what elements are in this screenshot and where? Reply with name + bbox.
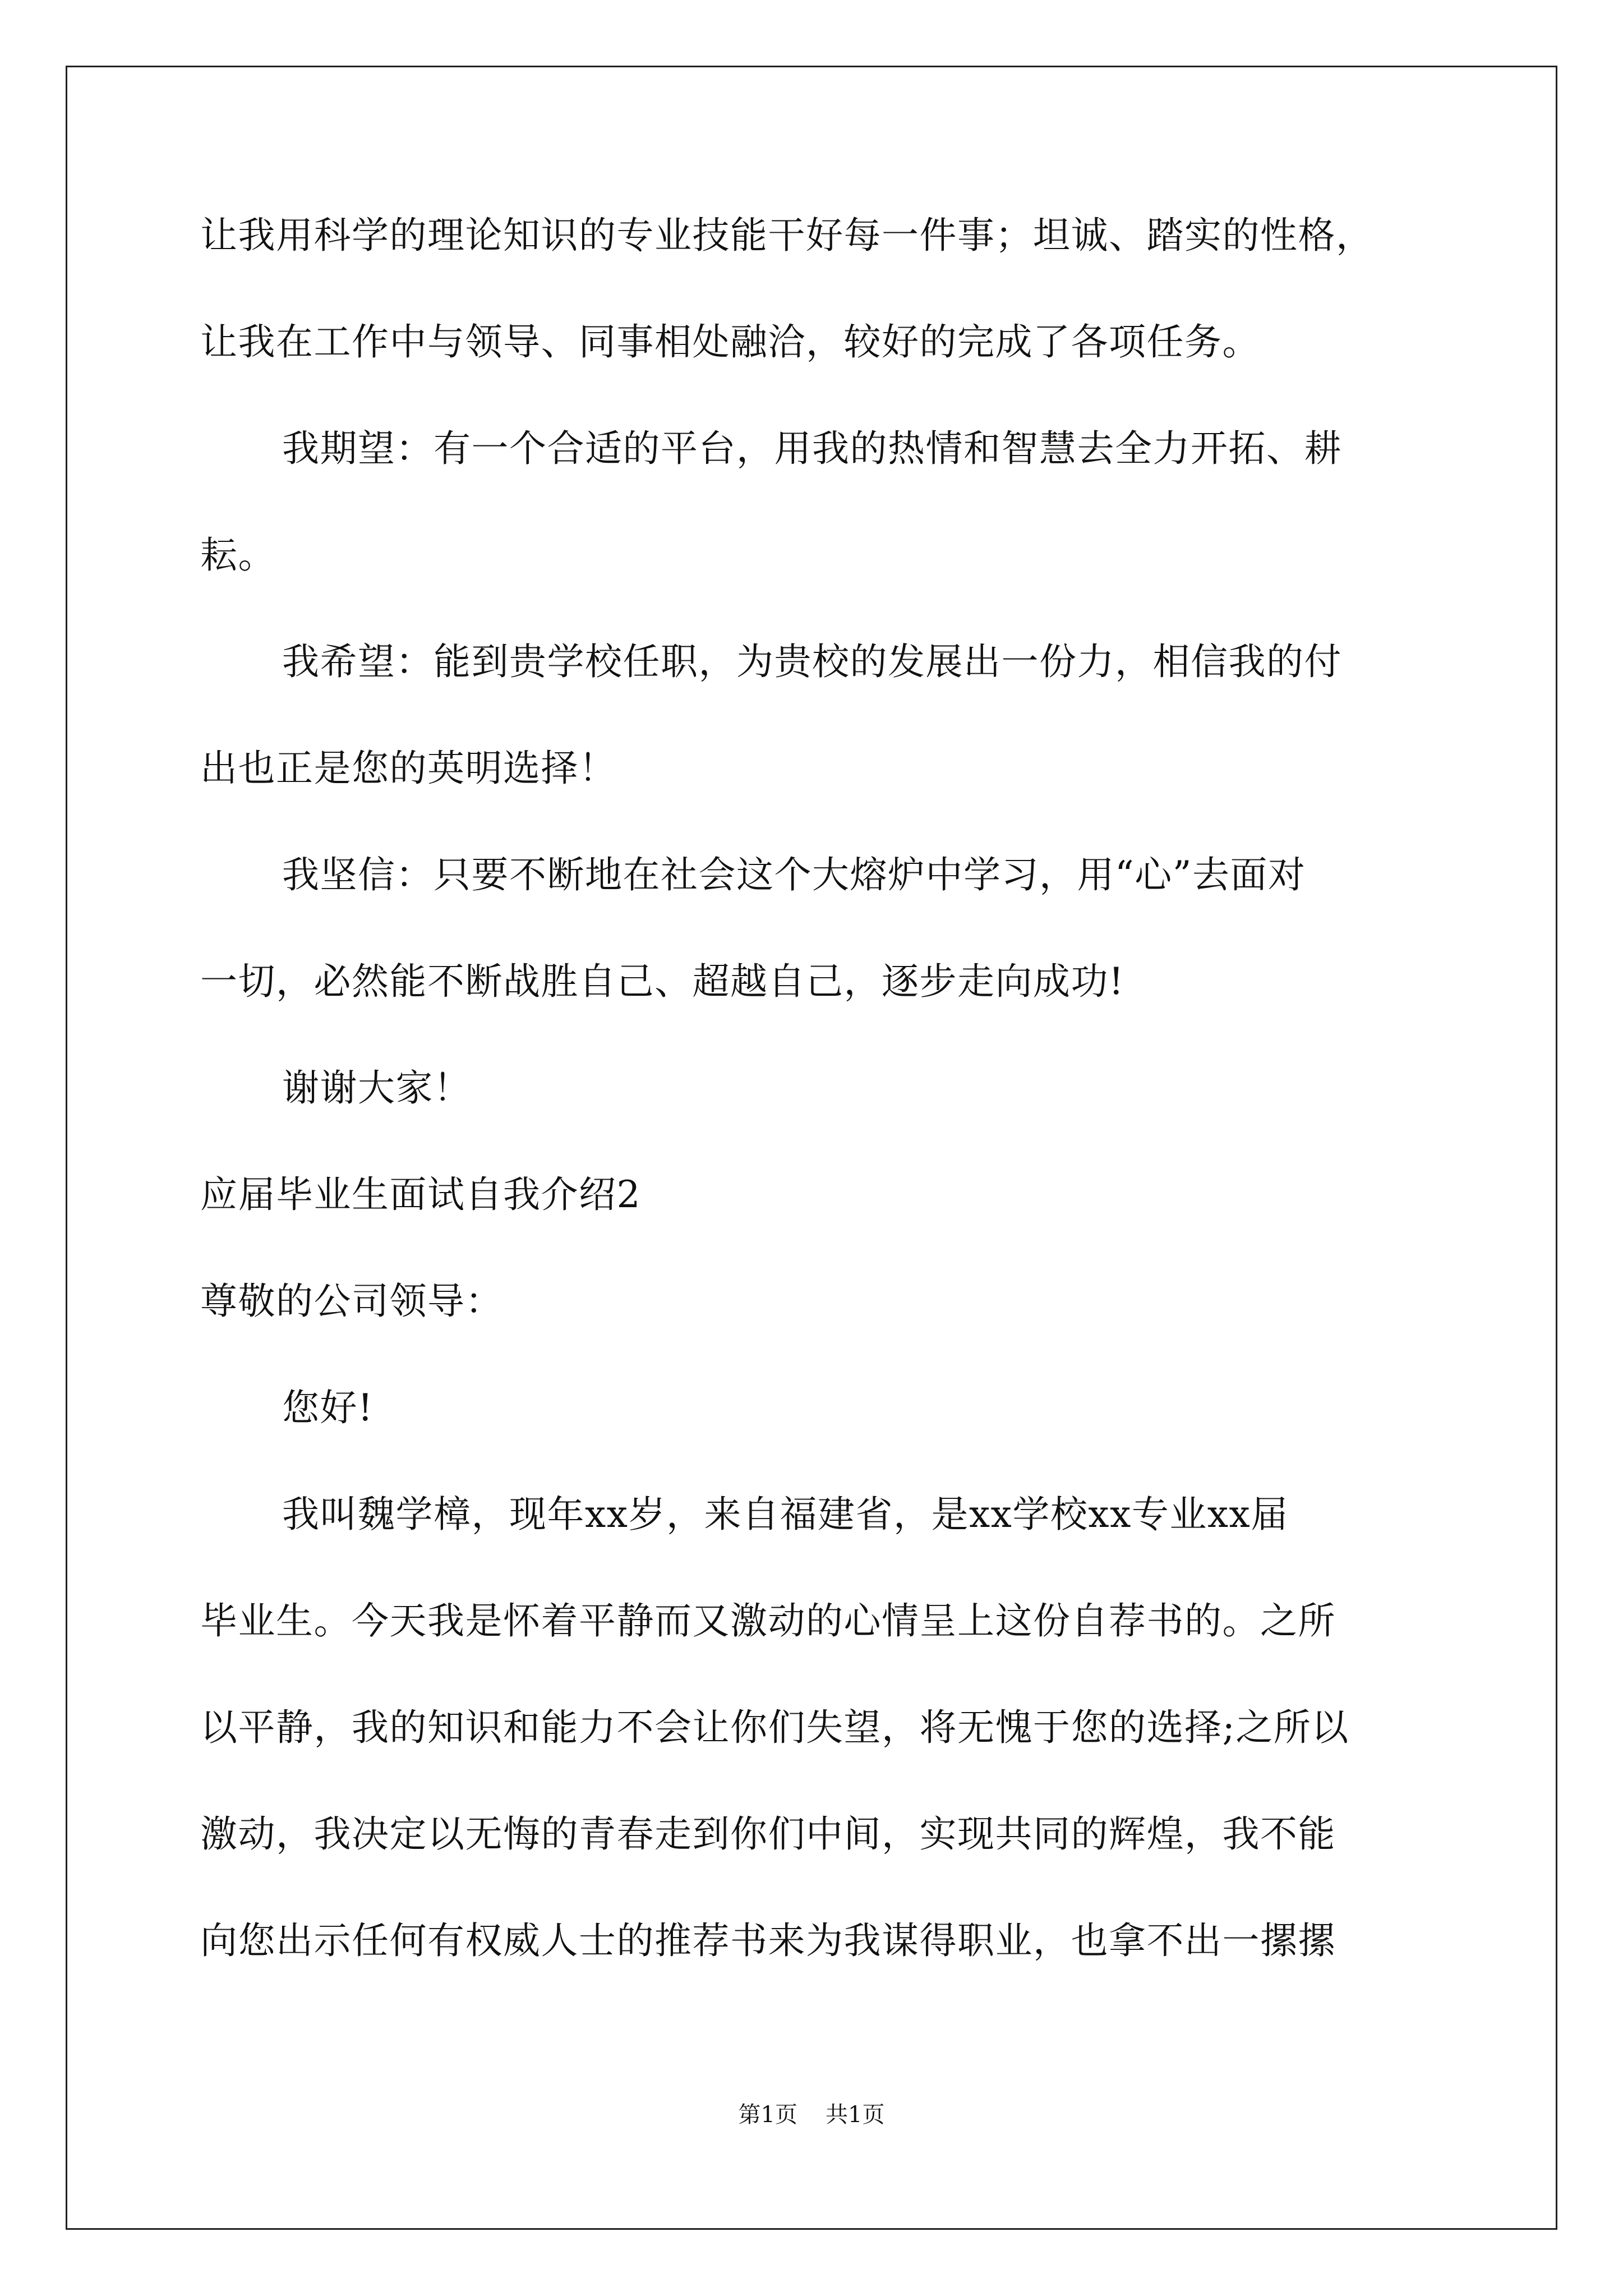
text-line: 耘。 [200,533,276,577]
text-line: 向您出示任何有权威人士的推荐书来为我谋得职业，也拿不出一摞摞 [200,1919,1336,1962]
text-line: 一切，必然能不断战胜自己、超越自己，逐步走向成功! [200,960,1125,1003]
page-footer [0,2101,1623,2129]
text-line: 我叫魏学樟，现年xx岁，来自福建省，是xx学校xx专业xx届 [282,1493,1289,1536]
text-line: 谢谢大家！ [282,1066,472,1110]
page-border [66,66,1557,2230]
text-line: 毕业生。今天我是怀着平静而又激动的心情呈上这份自荐书的。之所 [200,1599,1336,1642]
page-number: 第1页 [738,2102,797,2128]
text-line: 以平静，我的知识和能力不会让你们失望，将无愧于您的选择;之所以 [200,1706,1349,1749]
text-line: 我期望：有一个合适的平台，用我的热情和智慧去全力开拓、耕 [282,427,1342,470]
text-line: 我坚信：只要不断地在社会这个大熔炉中学习，用“心”去面对 [282,853,1306,896]
text-line: 让我在工作中与领导、同事相处融洽，较好的完成了各项任务。 [200,320,1260,364]
salutation: 尊敬的公司领导： [200,1280,503,1323]
section-heading: 应届毕业生面试自我介绍2 [200,1173,641,1216]
page-total: 共1页 [826,2102,885,2128]
text-line: 出也正是您的英明选择！ [200,747,617,790]
greeting: 您好! [282,1386,374,1429]
text-line: 让我用科学的理论知识的专业技能干好每一件事；坦诚、踏实的性格， [200,214,1374,257]
text-line: 激动，我决定以无悔的青春走到你们中间，实现共同的辉煌，我不能 [200,1812,1336,1856]
text-line: 我希望：能到贵学校任职，为贵校的发展出一份力，相信我的付 [282,640,1342,683]
